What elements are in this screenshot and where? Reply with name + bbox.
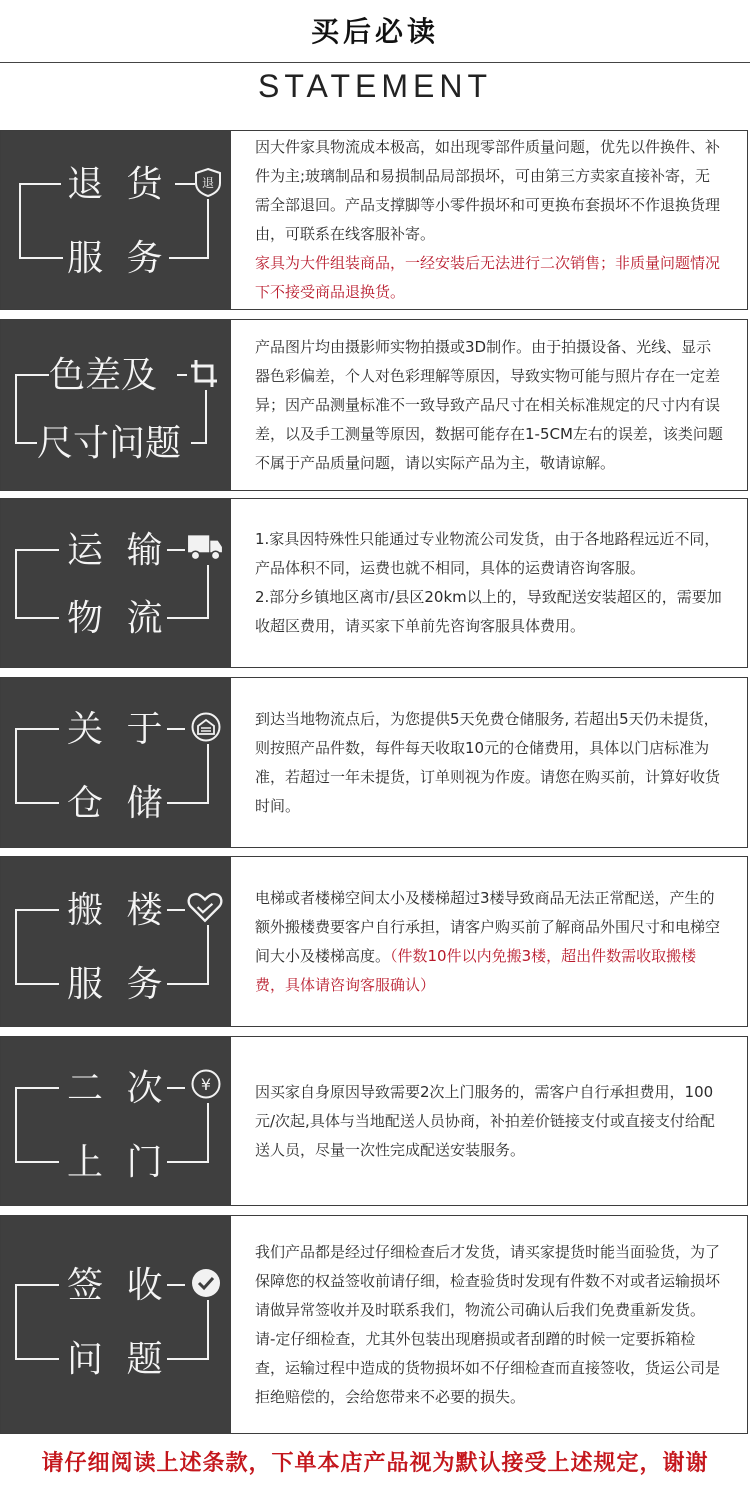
section-panel: [1, 678, 231, 847]
section-title-line2: 尺寸问题: [37, 423, 182, 464]
section-title-line2: 物 流: [67, 598, 169, 639]
section-paragraph: 因大件家具物流成本极高，如出现零部件质量问题，优先以件换件、补件为主;玻璃制品和易损制品局部损坏，可由第三方卖家直接补寄，无需全部退回。产品支撑脚等小零件损坏和可更换布套损坏不作退换货理由，可联系在线客服补寄。: [255, 138, 721, 243]
section-title-line2: 服 务: [67, 238, 169, 279]
section-receipt: [0, 1215, 748, 1434]
section-color-size: [0, 319, 748, 491]
section-title-line2: 上 门: [67, 1142, 169, 1183]
section-paragraph: 产品图片均由摄影师实物拍摄或3D制作。由于拍摄设备、光线、显示器色彩偏差，个人对色彩理解等原因，导致实物可能与照片存在一定差异；因产品测量标准不一致导致产品尺寸在相关标准规定的尺寸内有误差，以及手工测量等原因，数据可能存在1-5CM左右的误差，该类问题不属于产品质量问题，请以实际产品为主，敬请谅解。: [255, 337, 723, 472]
section-paragraph: [255, 884, 725, 1000]
yen-icon: [191, 1069, 221, 1099]
section-panel: [1, 320, 231, 490]
section-title-line2: 仓 储: [67, 783, 169, 824]
section-storage: [0, 677, 748, 848]
warehouse-icon: [191, 712, 221, 742]
section-title-line1: 关 于: [67, 709, 169, 750]
section-content: [255, 1037, 725, 1205]
section-notice: （件数10件以内免搬3楼，超出件数需收取搬楼费，具体请咨询客服确认）: [255, 946, 697, 994]
footer-notice: 请仔细阅读上述条款，下单本店产品视为默认接受上述规定，谢谢: [41, 1451, 709, 1476]
crop-icon: [189, 358, 219, 388]
section-panel: [1, 1037, 231, 1205]
section-second-visit: [0, 1036, 748, 1206]
check-circle-icon: [191, 1268, 221, 1298]
truck-icon: [187, 531, 223, 563]
section-shipping: [0, 498, 748, 668]
section-panel: [1, 857, 231, 1026]
section-content: [255, 857, 725, 1026]
section-title-line1: 运 输: [67, 530, 169, 571]
section-title-line2: 问 题: [67, 1339, 169, 1380]
section-title-line1: 退 货: [67, 164, 169, 205]
section-notice: 家具为大件组装商品，一经安装后无法进行二次销售；非质量问题情况下不接受商品退换货。: [255, 254, 721, 301]
section-content: [255, 678, 725, 847]
section-title-line1: 签 收: [67, 1265, 169, 1306]
header-divider: [0, 62, 750, 63]
section-paragraph: 2.部分乡镇地区离市/县区20km以上的，导致配送安装超区的，需要加收超区费用，请买家下单前先咨询客服具体费用。: [255, 588, 722, 635]
section-text: 电梯或者楼梯空间太小及楼梯超过3楼导致商品无法正常配送，产生的额外搬楼费要客户自行承担，请客户购买前了解商品外围尺寸和电梯空间大小及楼梯高度。: [255, 888, 721, 965]
section-paragraph: 我们产品都是经过仔细检查后才发货，请买家提货时能当面验货，为了保障您的权益签收前请仔细，检查验货时发现有件数不对或者运输损坏请做异常签收并及时联系我们，物流公司确认后我们免费重新发货。请-定仔细检查，尤其外包装出现磨损或者刮蹭的时候一定要拆箱检查，运输过程中造成的货物损坏如不仔细检查而直接签收，货运公司是拒绝赔偿的，会给您带来不必要的损失。: [255, 1242, 721, 1406]
page-title: 买后必读: [310, 15, 439, 48]
section-title-line1: 搬 楼: [67, 890, 169, 931]
section-content: [255, 320, 725, 490]
section-return-service: [0, 130, 748, 310]
return-badge-text: 退: [201, 176, 215, 190]
section-paragraph: 到达当地物流点后，为您提供5天免费仓储服务, 若超出5天仍未提货，则按照产品件数，每件每天收取10元的仓储费用，具体以门店标准为准，若超过一年未提货，订单则视为作废。请您在购买前，计算好收货时间。: [255, 709, 721, 815]
page-subtitle: STATEMENT: [257, 68, 493, 104]
yen-text: ¥: [200, 1075, 212, 1094]
section-title-line1: 二 次: [67, 1068, 169, 1109]
section-content: [255, 499, 725, 667]
section-panel: [1, 499, 231, 667]
section-panel: [1, 1216, 231, 1433]
section-title-line2: 服 务: [67, 964, 169, 1005]
return-badge-icon: [193, 167, 223, 197]
section-title-line1: 色差及: [49, 355, 158, 396]
section-content: [255, 1216, 725, 1433]
section-content: [255, 131, 725, 309]
section-panel: [1, 131, 231, 309]
section-paragraph: 因买家自身原因导致需要2次上门服务的，需客户自行承担费用，100元/次起,具体与当地配送人员协商，补拍差价链接支付或直接支付给配送人员，尽量一次性完成配送安装服务。: [255, 1082, 715, 1159]
section-paragraph: 1.家具因特殊性只能通过专业物流公司发货，由于各地路程远近不同，产品体积不同，运费也就不相同，具体的运费请咨询客服。: [255, 530, 720, 577]
section-stairs-carry: [0, 856, 748, 1027]
handshake-heart-icon: [187, 891, 223, 923]
